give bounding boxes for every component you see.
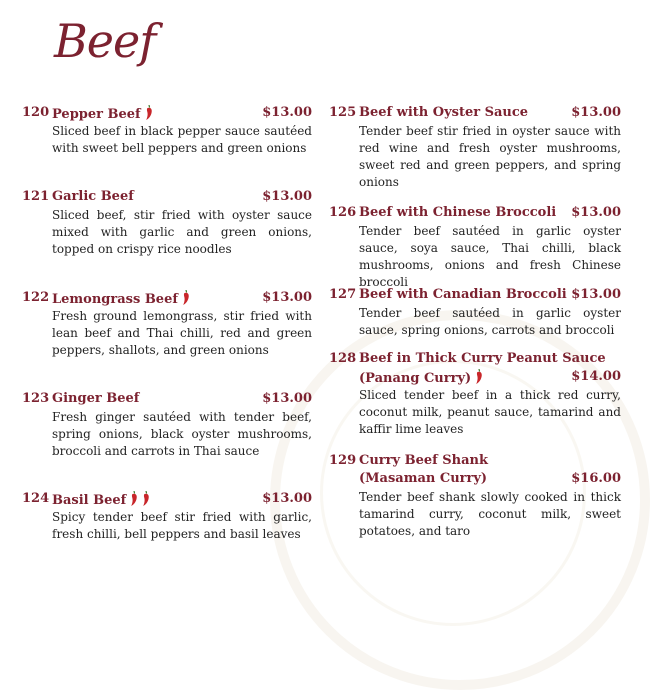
item-price: $13.00 xyxy=(571,105,621,120)
item-name: Beef in Thick Curry Peanut Sauce xyxy=(359,351,606,366)
menu-item xyxy=(22,290,312,359)
item-description: Sliced beef, stir fried with oyster sauce mixed with garlic and green onions, topped on crispy rice noodles xyxy=(52,208,312,256)
item-description: Fresh ginger sautéed with tender beef, spring onions, black oyster mushrooms, broccoli and carrots in Thai sauce xyxy=(52,410,312,458)
item-price: $13.00 xyxy=(262,290,312,305)
item-description: Sliced tender beef in a thick red curry, coconut milk, peanut sauce, tamarind and kaffir lime leaves xyxy=(359,388,621,436)
item-price: $14.00 xyxy=(571,369,621,384)
item-description: Sliced beef in black pepper sauce sautéed with sweet bell peppers and green onions xyxy=(52,124,312,155)
item-number: 123 xyxy=(22,391,50,406)
item-number: 127 xyxy=(329,287,357,302)
item-price: $13.00 xyxy=(571,205,621,220)
item-price: $13.00 xyxy=(262,491,312,506)
item-description: Tender beef shank slowly cooked in thick tamarind curry, coconut milk, sweet potatoes, and taro xyxy=(359,490,621,538)
item-price: $16.00 xyxy=(571,471,621,486)
item-number: 128 xyxy=(329,351,357,366)
menu-item xyxy=(329,453,621,540)
item-name: Basil Beef xyxy=(52,493,127,508)
item-description: Tender beef sautéed in garlic oyster sauce, spring onions, carrots and broccoli xyxy=(359,306,621,337)
item-name: Beef with Chinese Broccoli xyxy=(359,205,557,220)
item-number: 126 xyxy=(329,205,357,220)
item-price: $13.00 xyxy=(262,105,312,120)
item-name: Lemongrass Beef xyxy=(52,292,178,307)
item-name: Garlic Beef xyxy=(52,189,134,204)
menu-item xyxy=(329,351,621,438)
item-name: Curry Beef Shank xyxy=(359,453,488,468)
item-price: $13.00 xyxy=(262,189,312,204)
item-description: Tender beef sautéed in garlic oyster sauce, soya sauce, Thai chilli, black mushrooms, onions and fresh Chinese broccoli xyxy=(359,224,621,289)
item-number: 125 xyxy=(329,105,357,120)
menu-item xyxy=(22,491,312,543)
item-subname: (Panang Curry) xyxy=(359,371,472,386)
menu-item xyxy=(329,205,621,291)
item-name: Beef with Oyster Sauce xyxy=(359,105,529,120)
item-price: $13.00 xyxy=(262,391,312,406)
item-subname: (Masaman Curry) xyxy=(359,471,488,486)
menu-item xyxy=(22,391,312,460)
menu-item xyxy=(329,105,621,191)
item-number: 121 xyxy=(22,189,50,204)
item-number: 122 xyxy=(22,290,50,305)
item-number: 129 xyxy=(329,453,357,468)
item-number: 120 xyxy=(22,105,50,120)
item-name: Pepper Beef xyxy=(52,107,141,122)
menu-item xyxy=(22,105,312,157)
item-description: Tender beef stir fried in oyster sauce with red wine and fresh oyster mushrooms, sweet red and green peppers, and spring onions xyxy=(359,124,621,189)
item-price: $13.00 xyxy=(571,287,621,302)
chili-pepper-icon xyxy=(130,491,138,506)
menu-item xyxy=(329,287,621,339)
menu-item xyxy=(22,189,312,258)
chili-pepper-icon xyxy=(145,105,153,120)
chili-pepper-icon xyxy=(142,491,150,506)
section-title: Beef xyxy=(54,14,156,68)
item-name: Beef with Canadian Broccoli xyxy=(359,287,567,302)
item-description: Spicy tender beef stir fried with garlic, fresh chilli, bell peppers and basil leaves xyxy=(52,510,312,541)
item-name: Ginger Beef xyxy=(52,391,140,406)
chili-pepper-icon xyxy=(182,290,190,305)
item-description: Fresh ground lemongrass, stir fried with lean beef and Thai chilli, red and green peppers, shallots, and green onions xyxy=(52,309,312,357)
item-number: 124 xyxy=(22,491,50,506)
chili-pepper-icon xyxy=(475,369,483,384)
